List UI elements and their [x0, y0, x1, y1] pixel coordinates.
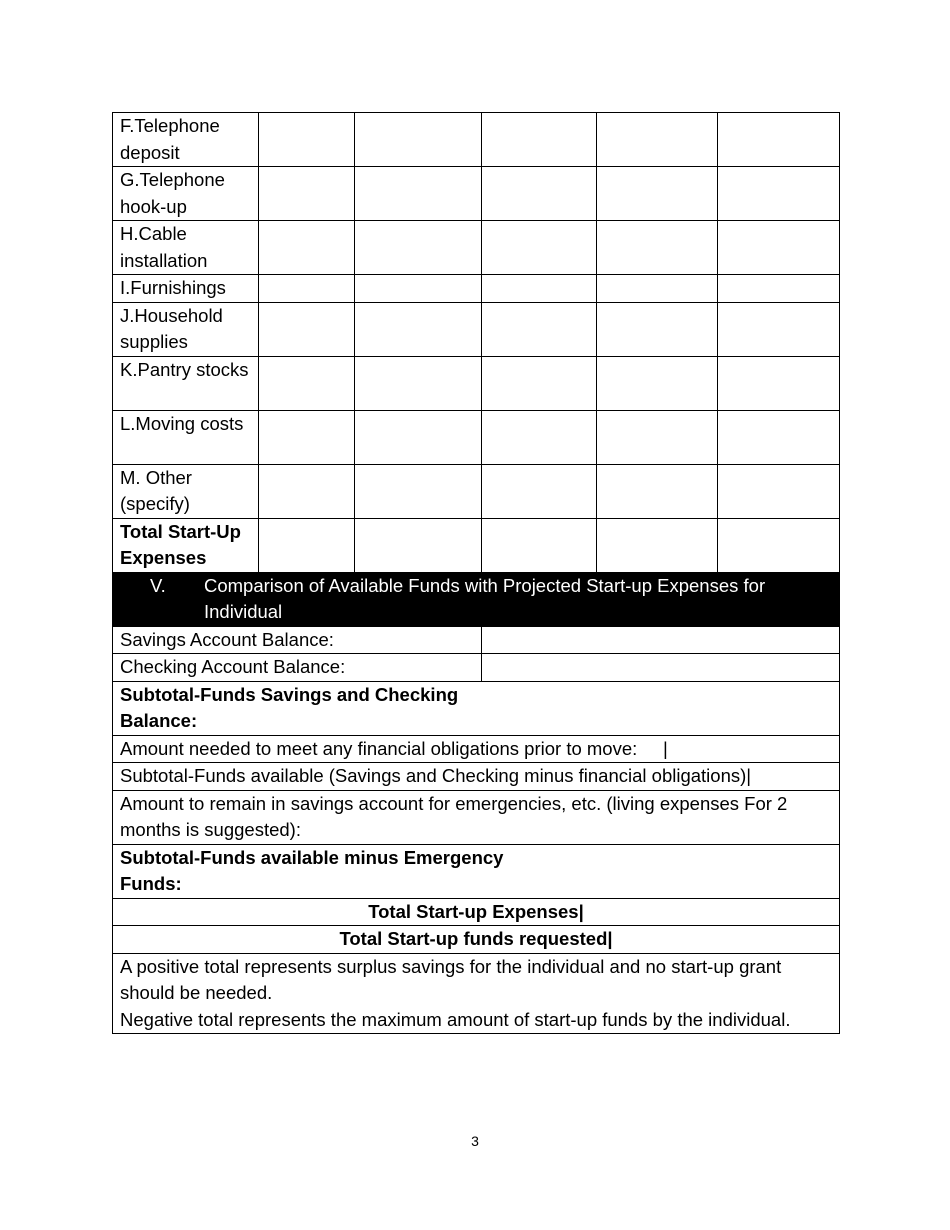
subtotal-savings-checking-row: [113, 681, 840, 735]
expense-amount-cell[interactable]: [355, 464, 482, 518]
expense-label: G.Telephone hook-up: [113, 167, 259, 221]
expense-row-moving-costs: [113, 410, 840, 464]
expense-row-other: [113, 464, 840, 518]
subtotal-minus-emergency-label: Subtotal-Funds available minus Emergency Funds:: [120, 846, 504, 894]
expense-total-label: Total Start-Up Expenses: [113, 518, 259, 572]
subtotal-minus-emergency-row: [113, 844, 840, 898]
expense-amount-cell[interactable]: [482, 410, 597, 464]
expense-amount-cell[interactable]: [259, 167, 355, 221]
expense-label: I.Furnishings: [113, 275, 259, 303]
funds-available-row: [113, 763, 840, 791]
emergency-amount-label[interactable]: Amount to remain in savings account for emergencies, etc. (living expenses For 2 months is suggested):: [113, 790, 840, 844]
expense-row-total: [113, 518, 840, 572]
expense-amount-cell[interactable]: [259, 464, 355, 518]
expense-amount-cell[interactable]: [259, 221, 355, 275]
total-startup-expenses-row: [113, 898, 840, 926]
expense-amount-cell[interactable]: [355, 275, 482, 303]
expense-amount-cell[interactable]: [482, 518, 597, 572]
savings-balance-label: Savings Account Balance:: [113, 626, 482, 654]
expense-row-household-supplies: [113, 302, 840, 356]
subtotal-minus-emergency[interactable]: [113, 844, 840, 898]
expense-label: K.Pantry stocks: [113, 356, 259, 410]
section-number: V.: [150, 574, 166, 596]
expense-amount-cell[interactable]: [597, 464, 718, 518]
expense-amount-cell[interactable]: [259, 302, 355, 356]
expense-amount-cell[interactable]: [718, 356, 840, 410]
funds-available-label[interactable]: Subtotal-Funds available (Savings and Checking minus financial obligations)|: [113, 763, 840, 791]
expense-amount-cell[interactable]: [482, 302, 597, 356]
expense-row-cable-installation: [113, 221, 840, 275]
expense-amount-cell[interactable]: [718, 518, 840, 572]
expense-amount-cell[interactable]: [718, 302, 840, 356]
expense-amount-cell[interactable]: [355, 167, 482, 221]
expense-amount-cell[interactable]: [718, 167, 840, 221]
checking-balance-value[interactable]: [482, 654, 840, 682]
expense-amount-cell[interactable]: [355, 410, 482, 464]
expense-amount-cell[interactable]: [482, 464, 597, 518]
expense-amount-cell[interactable]: [259, 518, 355, 572]
section-header: [113, 572, 840, 626]
expense-amount-cell[interactable]: [259, 410, 355, 464]
emergency-amount-row: [113, 790, 840, 844]
expense-amount-cell[interactable]: [597, 410, 718, 464]
expense-amount-cell[interactable]: [597, 167, 718, 221]
expense-label: H.Cable installation: [113, 221, 259, 275]
expense-amount-cell[interactable]: [718, 275, 840, 303]
savings-balance-row: [113, 626, 840, 654]
expense-amount-cell[interactable]: [482, 113, 597, 167]
expense-amount-cell[interactable]: [482, 275, 597, 303]
expense-row-furnishings: [113, 275, 840, 303]
expense-amount-cell[interactable]: [355, 113, 482, 167]
note-positive: A positive total represents surplus savings for the individual and no start-up grant should be needed.: [120, 955, 782, 1003]
expense-row-pantry-stocks: [113, 356, 840, 410]
expense-amount-cell[interactable]: [355, 356, 482, 410]
expense-row-telephone-deposit: [113, 113, 840, 167]
expense-amount-cell[interactable]: [259, 113, 355, 167]
expense-label: M. Other (specify): [113, 464, 259, 518]
expense-amount-cell[interactable]: [482, 221, 597, 275]
expense-amount-cell[interactable]: [355, 518, 482, 572]
expense-label: J.Household supplies: [113, 302, 259, 356]
expense-amount-cell[interactable]: [597, 518, 718, 572]
subtotal-savings-checking-label: Subtotal-Funds Savings and Checking Balance:: [120, 683, 459, 731]
startup-expenses-form-table: [112, 112, 840, 1034]
expense-amount-cell[interactable]: [597, 275, 718, 303]
total-startup-funds-label[interactable]: Total Start-up funds requested|: [113, 926, 840, 954]
expense-amount-cell[interactable]: [718, 221, 840, 275]
expense-amount-cell[interactable]: [718, 113, 840, 167]
expense-label: L.Moving costs: [113, 410, 259, 464]
obligations-label[interactable]: Amount needed to meet any financial obligations prior to move: |: [113, 735, 840, 763]
expense-amount-cell[interactable]: [482, 167, 597, 221]
expense-amount-cell[interactable]: [597, 302, 718, 356]
expense-amount-cell[interactable]: [259, 356, 355, 410]
total-startup-funds-row: [113, 926, 840, 954]
page-number: 3: [471, 1133, 479, 1149]
expense-row-telephone-hookup: [113, 167, 840, 221]
total-startup-expenses-label[interactable]: Total Start-up Expenses|: [113, 898, 840, 926]
expense-amount-cell[interactable]: [597, 356, 718, 410]
savings-balance-value[interactable]: [482, 626, 840, 654]
expense-amount-cell[interactable]: [355, 302, 482, 356]
note-negative: Negative total represents the maximum amount of start-up funds by the individual.: [120, 1008, 791, 1030]
checking-balance-row: [113, 654, 840, 682]
expense-amount-cell[interactable]: [597, 221, 718, 275]
section-title: Comparison of Available Funds with Projected Start-up Expenses for Individual: [204, 574, 766, 622]
subtotal-savings-checking[interactable]: [113, 681, 840, 735]
note-row: [113, 953, 840, 1034]
expense-amount-cell[interactable]: [259, 275, 355, 303]
note-cell: [113, 953, 840, 1034]
expense-label: F.Telephone deposit: [113, 113, 259, 167]
expense-amount-cell[interactable]: [355, 221, 482, 275]
expense-amount-cell[interactable]: [718, 464, 840, 518]
checking-balance-label: Checking Account Balance:: [113, 654, 482, 682]
expense-amount-cell[interactable]: [597, 113, 718, 167]
expense-amount-cell[interactable]: [718, 410, 840, 464]
section-header-row: [113, 572, 840, 626]
expense-amount-cell[interactable]: [482, 356, 597, 410]
obligations-row: [113, 735, 840, 763]
